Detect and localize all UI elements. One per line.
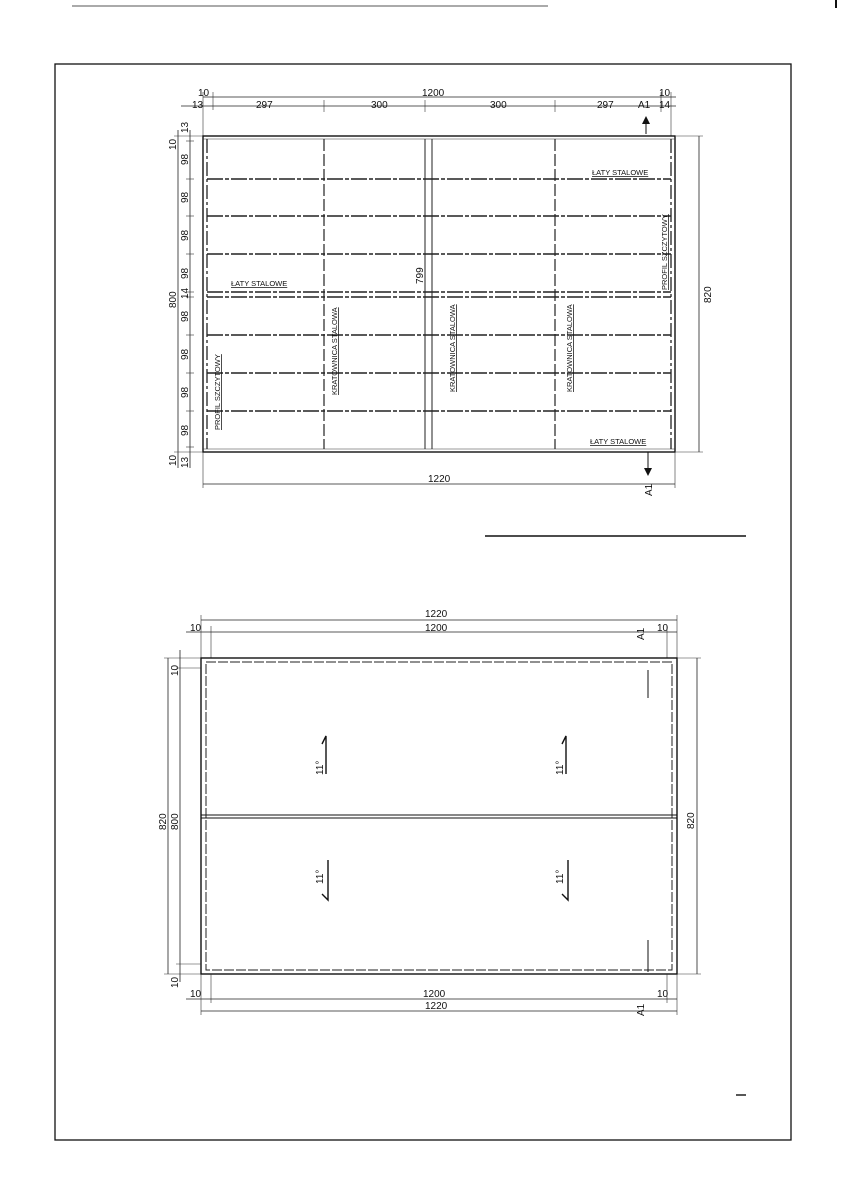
bp-dim-bottom-inner: 1200 xyxy=(423,989,446,1000)
bp-section-mark-top: A1 xyxy=(636,627,647,640)
roof-outline xyxy=(201,658,677,974)
dim-left-spacing-5: 14 xyxy=(180,287,191,299)
bp-dim-bottom-left: 10 xyxy=(190,989,202,1000)
label-laty-mid-left: ŁATY STALOWE xyxy=(231,279,288,288)
dim-left-spacing-7: 98 xyxy=(180,348,191,360)
label-truss-3: KRATOWNICA STALOWA xyxy=(565,304,574,392)
dim-left-spacing-8: 98 xyxy=(180,386,191,398)
slope-mark-3 xyxy=(315,860,328,900)
dim-span-2: 300 xyxy=(371,100,388,111)
bp-dim-left-inner: 800 xyxy=(170,813,181,830)
bp-section-mark-bottom: A1 xyxy=(636,1003,647,1016)
dim-left-edge-bot-b: 13 xyxy=(180,456,191,468)
dim-left-spacing-1: 98 xyxy=(180,153,191,165)
dim-bottom-1220: 1220 xyxy=(428,474,451,485)
roof-inner-outline xyxy=(206,662,672,970)
bp-dim-right: 820 xyxy=(686,812,697,829)
label-laty-bottom-right: ŁATY STALOWE xyxy=(590,437,647,446)
dim-seg-right: 14 xyxy=(659,100,671,111)
slope-mark-1 xyxy=(315,736,326,775)
dim-mid-799: 799 xyxy=(415,267,426,284)
bp-dim-top-inner: 1200 xyxy=(425,623,448,634)
slope-mark-4 xyxy=(555,860,568,900)
steel-trusses xyxy=(324,139,555,449)
bp-dim-left-outer: 820 xyxy=(158,813,169,830)
bp-dim-top-overall: 1220 xyxy=(425,609,448,620)
section-mark-bottom: A1 xyxy=(644,483,655,496)
plan-top xyxy=(168,88,714,496)
bp-dim-bottom-right: 10 xyxy=(657,989,669,1000)
section-arrow-top xyxy=(642,116,650,124)
bp-dim-bottom-overall: 1220 xyxy=(425,1001,448,1012)
slope-label-4: 11° xyxy=(555,869,566,884)
dim-end-left: 10 xyxy=(198,88,210,99)
slope-label-1: 11° xyxy=(315,760,326,775)
plan-bottom xyxy=(158,609,701,1016)
dim-left-edge-top-a: 10 xyxy=(168,138,179,150)
dim-span-4: 297 xyxy=(597,100,614,111)
dim-left-overall: 800 xyxy=(168,291,179,308)
steel-laths xyxy=(207,179,671,411)
dim-left-spacing-9: 98 xyxy=(180,424,191,436)
bp-dim-left-bot-edge: 10 xyxy=(170,976,181,988)
dim-seg-left: 13 xyxy=(192,100,204,111)
bp-dim-left-top-edge: 10 xyxy=(170,664,181,676)
dim-right-820: 820 xyxy=(703,286,714,303)
dim-top-overall: 1200 xyxy=(422,88,445,99)
plan-top-outline xyxy=(203,136,675,452)
slope-label-3: 11° xyxy=(315,869,326,884)
bp-dim-top-left: 10 xyxy=(190,623,202,634)
dim-left-spacing-4: 98 xyxy=(180,267,191,279)
section-arrow-bottom xyxy=(644,468,652,476)
slope-label-2: 11° xyxy=(555,760,566,775)
label-profil-left: PROFIL SZCZYTOWY xyxy=(213,354,222,430)
label-laty-top-right: ŁATY STALOWE xyxy=(592,168,649,177)
bp-dim-top-right: 10 xyxy=(657,623,669,634)
drawing-frame xyxy=(55,64,791,1140)
dim-left-edge-bot-a: 10 xyxy=(168,454,179,466)
dim-left-spacing-2: 98 xyxy=(180,191,191,203)
section-mark-top: A1 xyxy=(638,100,651,111)
slope-mark-2 xyxy=(555,736,566,775)
label-truss-2: KRATOWNICA STALOWA xyxy=(448,304,457,392)
dim-left-spacing-3: 98 xyxy=(180,229,191,241)
dim-left-spacing-6: 98 xyxy=(180,310,191,322)
dim-span-1: 297 xyxy=(256,100,273,111)
dim-left-edge-top-b: 13 xyxy=(180,121,191,133)
label-truss-1: KRATOWNICA STALOWA xyxy=(330,307,339,395)
label-profil-right: PROFIL SZCZYTOWY xyxy=(660,214,669,290)
dim-span-3: 300 xyxy=(490,100,507,111)
dim-end-right: 10 xyxy=(659,88,671,99)
